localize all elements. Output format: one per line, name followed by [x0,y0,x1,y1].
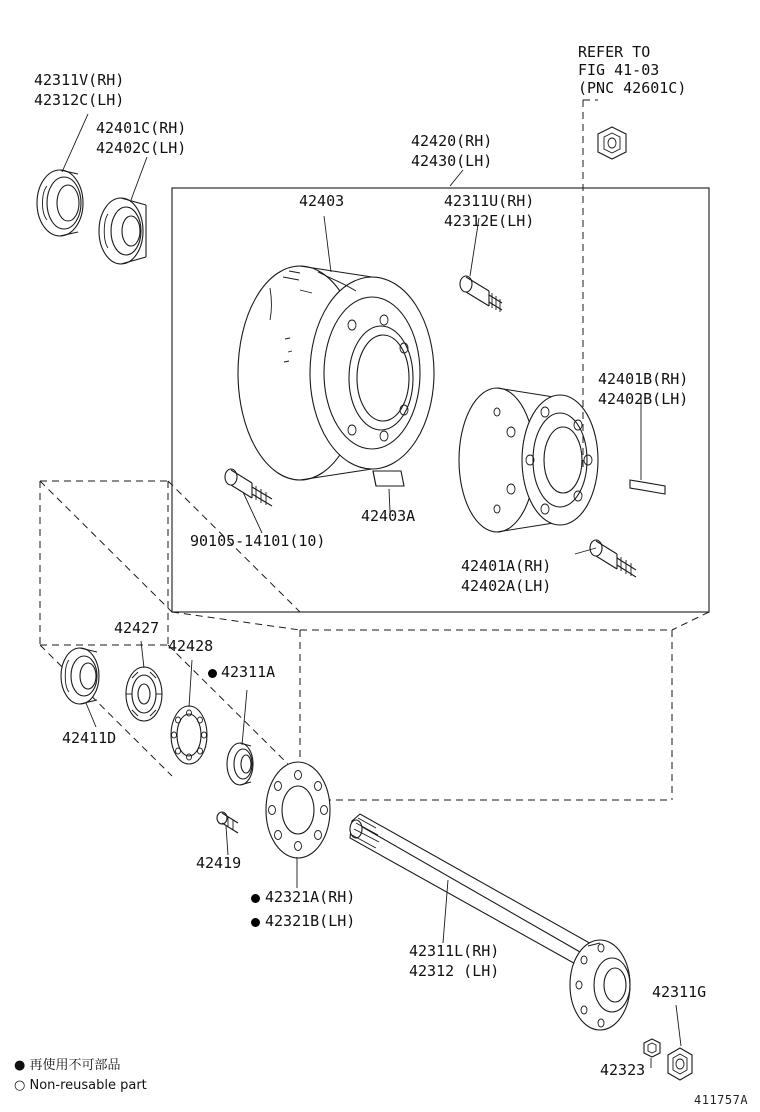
part-42403-brake-drum [238,266,434,480]
callout-42321B: 42321B(LH) [265,912,356,930]
callout-42402A: 42402A(LH) [461,577,552,595]
part-42311U-stud [460,276,502,312]
callout-refer-to-line1: REFER TO [578,43,651,61]
part-42311A-seal [227,743,253,785]
part-42427-retainer [126,667,162,721]
part-42401C-bearing [99,198,146,264]
callout-42411D: 42411D [62,729,117,747]
callout-42401C: 42401C(RH) [96,119,187,137]
part-42411D-seal [61,648,99,704]
callout-42311A: 42311A [221,663,276,681]
part-90105-bolt [225,469,272,506]
part-42403A-key [373,471,404,486]
part-42401A-bolt [590,540,636,577]
callout-42427: 42427 [114,619,160,637]
part-axle-hub [459,388,598,532]
part-42419-bolt [217,812,238,833]
callout-42401B: 42401B(RH) [598,370,689,388]
part-42311L-axle-shaft [350,814,630,1030]
callout-42430: 42430(LH) [411,152,493,170]
callout-42311L: 42311L(RH) [409,942,500,960]
callout-90105-14101: 90105-14101(10) [190,532,326,550]
non-reusable-marker-42321B [251,918,260,927]
callout-42428: 42428 [168,637,214,655]
legend-jp: ● 再使用不可部品 [14,1058,121,1073]
part-42401B-pin [630,480,665,494]
non-reusable-marker-42311A [208,669,217,678]
part-42601C-nut [598,127,626,159]
part-42323-nut [644,1039,660,1057]
part-42311G-nut [668,1048,692,1080]
callout-42323: 42323 [600,1061,646,1079]
callout-refer-to-line2: FIG 41-03 [578,61,660,79]
non-reusable-marker-42321A [251,894,260,903]
part-42311V-seal [37,170,83,236]
callout-42420: 42420(RH) [411,132,493,150]
callout-42403A: 42403A [361,507,416,525]
callout-42402B: 42402B(LH) [598,390,689,408]
callout-42402C: 42402C(LH) [96,139,187,157]
callout-42403: 42403 [299,192,345,210]
callout-42312E: 42312E(LH) [444,212,535,230]
callout-42312C: 42312C(LH) [34,91,125,109]
legend-en: ○ Non-reusable part [14,1078,147,1093]
callout-refer-to-line3: (PNC 42601C) [578,79,687,97]
callout-42321A: 42321A(RH) [265,888,356,906]
part-42321A-plate [266,762,330,858]
callout-42311U: 42311U(RH) [444,192,535,210]
callout-42401A: 42401A(RH) [461,557,552,575]
part-42428-washer [171,706,207,764]
callout-42312: 42312 (LH) [409,962,500,980]
callout-42311G: 42311G [652,983,707,1001]
callout-42311V: 42311V(RH) [34,71,125,89]
figure-code: 411757A [694,1093,749,1107]
callout-42419: 42419 [196,854,242,872]
